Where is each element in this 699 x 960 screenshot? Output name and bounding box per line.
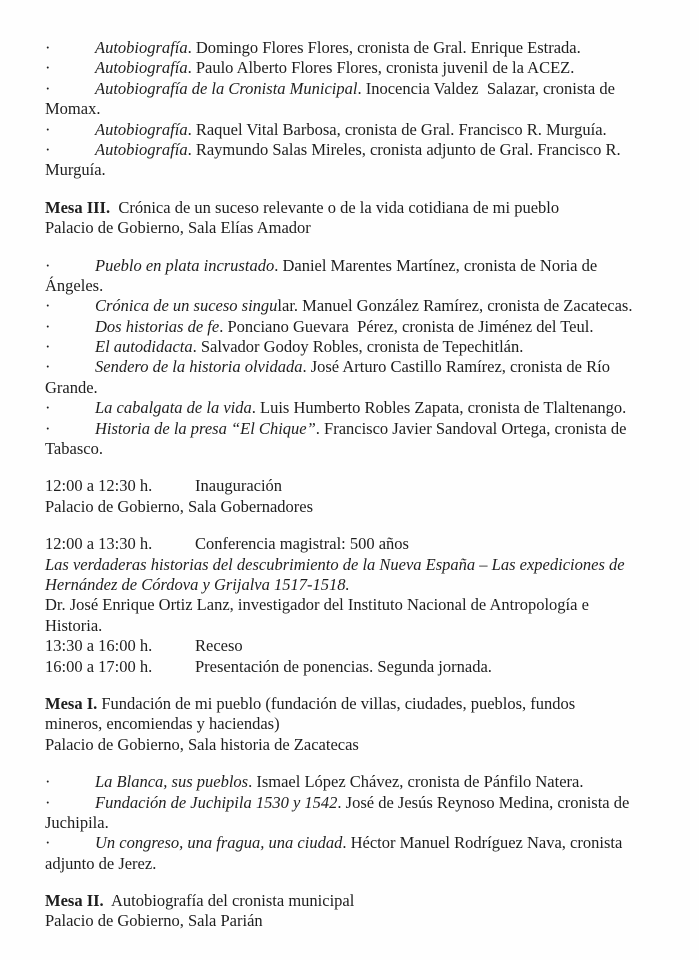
section-heading-mesa-2 bbox=[45, 891, 669, 911]
mesa-label: Mesa II. bbox=[45, 891, 104, 911]
venue-line: Palacio de Gobierno, Sala Elías Amador bbox=[45, 218, 311, 238]
bullet-icon: · bbox=[45, 772, 51, 792]
author-text: lar. Manuel González Ramírez, cronista de Zacatecas. bbox=[277, 296, 633, 316]
list-item-continuation: Tabasco. bbox=[45, 439, 103, 459]
author-text: . José Arturo Castillo Ramírez, cronista de Río bbox=[302, 357, 610, 377]
blank-line bbox=[45, 181, 669, 198]
list-item bbox=[45, 357, 669, 377]
section-heading-mesa-3 bbox=[45, 198, 669, 218]
list-item bbox=[45, 833, 669, 853]
list-item bbox=[45, 793, 669, 813]
venue-line: Palacio de Gobierno, Sala historia de Zacatecas bbox=[45, 734, 359, 754]
bullet-icon: · bbox=[45, 357, 51, 377]
list-item bbox=[45, 772, 669, 792]
schedule-row bbox=[45, 534, 669, 554]
blank-line bbox=[45, 459, 669, 476]
mesa-topic: Autobiografía del cronista municipal bbox=[103, 891, 355, 911]
author-text: . Inocencia Valdez Salazar, cronista de bbox=[357, 78, 615, 98]
work-title: La cabalgata de la vida bbox=[95, 398, 252, 418]
time-range: 13:30 a 16:00 h. bbox=[45, 636, 153, 656]
list-item-continuation: Juchipila. bbox=[45, 812, 109, 832]
work-title: Dos historias de fe bbox=[95, 316, 220, 336]
author-text: . Luis Humberto Robles Zapata, cronista de Tlaltenango. bbox=[251, 398, 627, 418]
author-text: . Ismael López Chávez, cronista de Pánfilo Natera. bbox=[248, 772, 584, 792]
work-title: Pueblo en plata incrustado bbox=[95, 255, 275, 275]
author-text: . Raquel Vital Barbosa, cronista de Gral. Francisco R. Murguía. bbox=[187, 119, 607, 139]
author-text: . Héctor Manuel Rodríguez Nava, cronista bbox=[342, 833, 623, 853]
mesa-topic: Crónica de un suceso relevante o de la vida cotidiana de mi pueblo bbox=[110, 197, 560, 217]
work-title: Fundación de Juchipila 1530 y 1542 bbox=[95, 792, 338, 812]
work-title: Autobiografía bbox=[95, 38, 188, 57]
list-item-continuation: Grande. bbox=[45, 377, 98, 397]
work-title: Un congreso, una fragua, una ciudad bbox=[95, 833, 343, 853]
list-item bbox=[45, 398, 669, 418]
blank-line bbox=[45, 755, 669, 772]
bullet-icon: · bbox=[45, 58, 51, 78]
blank-line bbox=[45, 517, 669, 534]
work-title: Autobiografía bbox=[95, 119, 188, 139]
speaker-line: Dr. José Enrique Ortiz Lanz, investigador del Instituto Nacional de Antropología e bbox=[45, 595, 589, 615]
bullet-icon: · bbox=[45, 296, 51, 316]
work-title: Sendero de la historia olvidada bbox=[95, 357, 303, 377]
list-item bbox=[45, 296, 669, 316]
bullet-icon: · bbox=[45, 337, 51, 357]
bullet-icon: · bbox=[45, 255, 51, 275]
author-text: . Salvador Godoy Robles, cronista de Tepechitlán. bbox=[192, 337, 524, 357]
bullet-icon: · bbox=[45, 119, 51, 139]
list-item bbox=[45, 120, 669, 140]
event-label: Inauguración bbox=[195, 476, 283, 496]
mesa-label: Mesa I. bbox=[45, 693, 98, 713]
list-item-continuation: adjunto de Jerez. bbox=[45, 853, 157, 873]
list-item bbox=[45, 419, 669, 439]
list-item-continuation: Momax. bbox=[45, 99, 101, 119]
time-range: 12:00 a 12:30 h. bbox=[45, 476, 153, 496]
work-title: El autodidacta bbox=[95, 337, 193, 357]
list-item bbox=[45, 79, 669, 99]
blank-line bbox=[45, 874, 669, 891]
bullet-icon: · bbox=[45, 78, 51, 98]
list-item-continuation: Murguía. bbox=[45, 160, 106, 180]
work-title: Autobiografía bbox=[95, 139, 188, 159]
bullet-icon: · bbox=[45, 38, 51, 57]
event-label: Presentación de ponencias. Segunda jornada. bbox=[195, 656, 492, 676]
bullet-icon: · bbox=[45, 792, 51, 812]
work-title: Crónica de un suceso singu bbox=[95, 296, 278, 316]
work-title: Autobiografía bbox=[95, 58, 188, 78]
author-text: . Domingo Flores Flores, cronista de Gral. Enrique Estrada. bbox=[187, 38, 581, 57]
work-title: Historia de la presa “El Chique” bbox=[95, 418, 316, 438]
author-text: . Paulo Alberto Flores Flores, cronista juvenil de la ACEZ. bbox=[187, 58, 575, 78]
event-label: Conferencia magistral: 500 años bbox=[195, 534, 409, 554]
venue-line: Palacio de Gobierno, Sala Gobernadores bbox=[45, 496, 314, 516]
event-label: Receso bbox=[195, 636, 243, 656]
list-item bbox=[45, 140, 669, 160]
bullet-icon: · bbox=[45, 398, 51, 418]
blank-line bbox=[45, 677, 669, 694]
mesa-label: Mesa III. bbox=[45, 197, 111, 217]
lecture-title-line: Las verdaderas historias del descubrimiento de la Nueva España – Las expediciones de bbox=[45, 554, 625, 574]
speaker-line: Historia. bbox=[45, 615, 103, 635]
bullet-icon: · bbox=[45, 418, 51, 438]
work-title: Autobiografía de la Cronista Municipal bbox=[95, 78, 358, 98]
list-item bbox=[45, 58, 669, 78]
venue-line: Palacio de Gobierno, Sala Parián bbox=[45, 911, 263, 931]
blank-line bbox=[45, 239, 669, 256]
work-title: La Blanca, sus pueblos bbox=[95, 772, 249, 792]
author-text: . José de Jesús Reynoso Medina, cronista de bbox=[337, 792, 630, 812]
author-text: . Francisco Javier Sandoval Ortega, cronista de bbox=[315, 418, 627, 438]
author-text: . Raymundo Salas Mireles, cronista adjunto de Gral. Francisco R. bbox=[187, 139, 621, 159]
lecture-title-line: Hernández de Córdova y Grijalva 1517-1518. bbox=[45, 574, 350, 594]
time-range: 12:00 a 13:30 h. bbox=[45, 534, 153, 554]
section-heading-continuation: mineros, encomiendas y haciendas) bbox=[45, 714, 280, 734]
time-range: 16:00 a 17:00 h. bbox=[45, 656, 153, 676]
author-text: . Ponciano Guevara Pérez, cronista de Jiménez del Teul. bbox=[219, 316, 594, 336]
author-text: . Daniel Marentes Martínez, cronista de Noria de bbox=[274, 255, 598, 275]
list-item bbox=[45, 317, 669, 337]
bullet-icon: · bbox=[45, 139, 51, 159]
bullet-icon: · bbox=[45, 833, 51, 853]
list-item-continuation: Ángeles. bbox=[45, 275, 104, 295]
schedule-row bbox=[45, 476, 669, 496]
schedule-row bbox=[45, 636, 669, 656]
section-heading-mesa-1 bbox=[45, 694, 669, 714]
mesa-topic: Fundación de mi pueblo (fundación de villas, ciudades, pueblos, fundos bbox=[97, 693, 576, 713]
list-item bbox=[45, 38, 669, 58]
bullet-icon: · bbox=[45, 316, 51, 336]
schedule-row bbox=[45, 657, 669, 677]
list-item bbox=[45, 256, 669, 276]
list-item bbox=[45, 337, 669, 357]
